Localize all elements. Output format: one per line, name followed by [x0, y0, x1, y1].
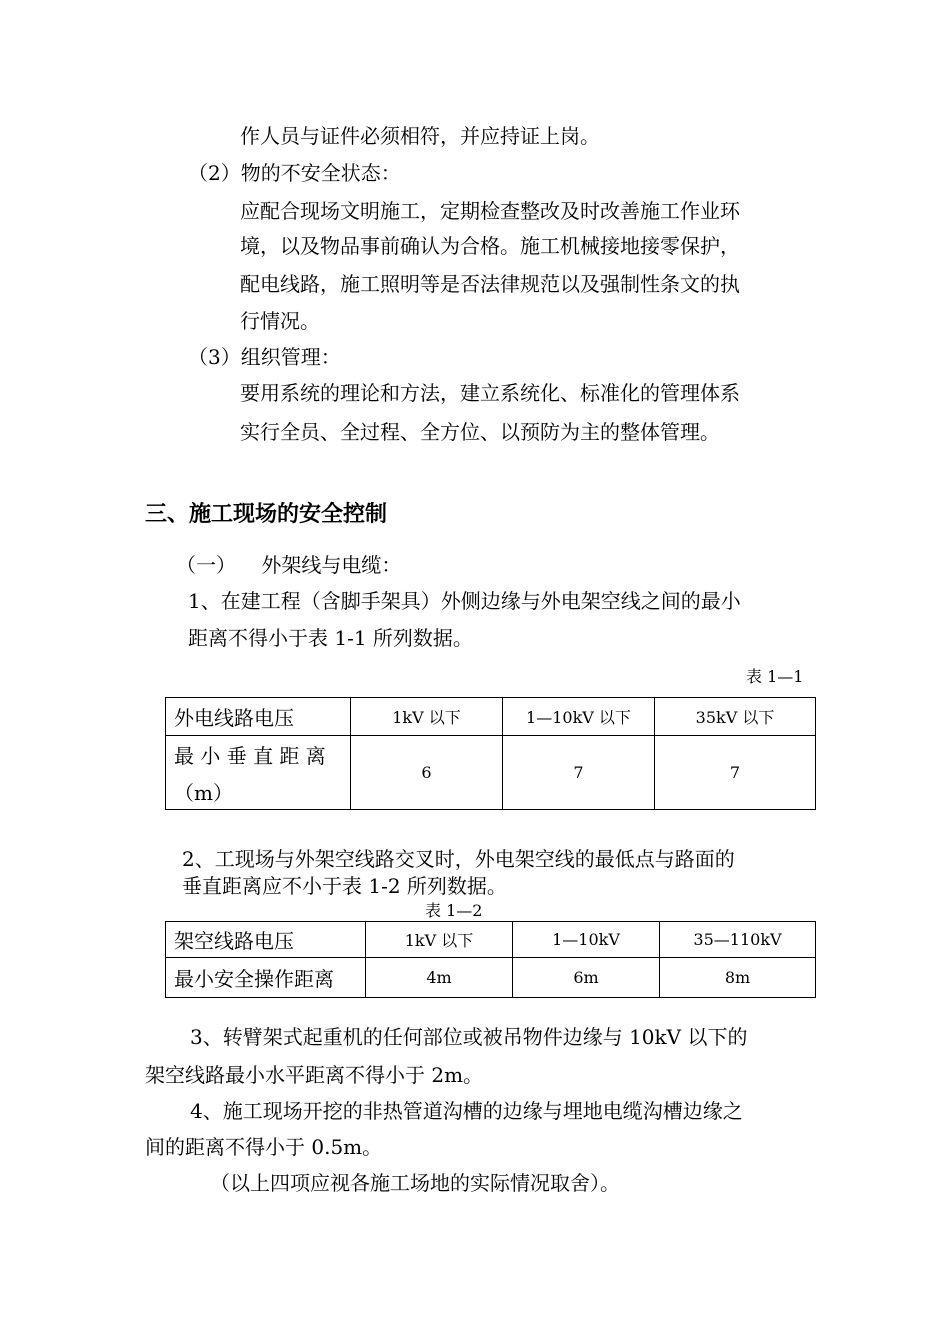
section-title: 三、施工现场的安全控制: [145, 502, 388, 527]
point-2-line: 垂直距离应不小于表 1-2 所列数据。: [182, 874, 507, 898]
point-3-line: 架空线路最小水平距离不得小于 2m。: [145, 1063, 484, 1087]
item-2-line: 配电线路，施工照明等是否法律规范以及强制性条文的执: [240, 272, 740, 296]
table-2-header-cell: 1kV 以下: [366, 922, 513, 958]
item-3-line: 要用系统的理论和方法，建立系统化、标准化的管理体系: [240, 381, 740, 405]
table-1-header-cell: 1—10kV 以下: [503, 698, 655, 736]
table-1-header-cell: 35kV 以下: [655, 698, 816, 736]
table-2: [165, 921, 816, 998]
point-1-line: 距离不得小于表 1-1 所列数据。: [188, 626, 473, 650]
table-1-cell: 7: [655, 736, 816, 810]
table-2-row-label: 最小安全操作距离: [166, 958, 366, 998]
point-3-line: 3、转臂架式起重机的任何部位或被吊物件边缘与 10kV 以下的: [190, 1025, 748, 1049]
table-1-row-label-line: 最 小 垂 直 距 离: [174, 743, 326, 768]
table-2-header-cell: 1—10kV: [513, 922, 660, 958]
table-2-header-cell: 35—110kV: [660, 922, 816, 958]
table-1-caption: 表 1—1: [746, 667, 804, 686]
item-2-line: 境，以及物品事前确认为合格。施工机械接地接零保护，: [240, 234, 740, 258]
table-2-cell: 6m: [513, 958, 660, 998]
table-2-header-row: [166, 922, 816, 958]
point-4-line: 4、施工现场开挖的非热管道沟槽的边缘与埋地电缆沟槽边缘之: [190, 1099, 743, 1123]
table-1-header-cell: 外电线路电压: [166, 698, 351, 736]
table-1-header-row: [166, 698, 816, 736]
point-4-line: 间的距离不得小于 0.5m。: [145, 1135, 383, 1159]
item-2-heading: （2）物的不安全状态：: [188, 161, 401, 185]
item-3-heading: （3）组织管理：: [188, 345, 341, 369]
table-1-cell: 6: [351, 736, 503, 810]
table-1-row-label: [166, 736, 351, 810]
table-1: [165, 697, 816, 810]
point-2-line: 2、工现场与外架空线路交叉时，外电架空线的最低点与路面的: [182, 847, 735, 871]
closing-note: （以上四项应视各施工场地的实际情况取舍）。: [210, 1171, 620, 1195]
table-1-cell: 7: [503, 736, 655, 810]
table-1-header-cell: 1kV 以下: [351, 698, 503, 736]
item-2-line: 应配合现场文明施工，定期检查整改及时改善施工作业环: [240, 199, 740, 223]
item-3-line: 实行全员、全过程、全方位、以预防为主的整体管理。: [240, 420, 720, 444]
item-2-line: 行情况。: [240, 309, 320, 333]
subsection-heading: （一） 外架线与电缆：: [176, 553, 402, 577]
point-1-line: 1、在建工程（含脚手架具）外侧边缘与外电架空线之间的最小: [188, 589, 741, 613]
table-2-header-cell: 架空线路电压: [166, 922, 366, 958]
table-1-data-row: [166, 736, 816, 810]
table-1-row-label-unit: （m）: [174, 780, 233, 805]
paragraph-continuation: 作人员与证件必须相符，并应持证上岗。: [240, 124, 600, 148]
table-2-caption: 表 1—2: [425, 901, 483, 920]
table-2-cell: 4m: [366, 958, 513, 998]
table-2-cell: 8m: [660, 958, 816, 998]
table-2-data-row: [166, 958, 816, 998]
